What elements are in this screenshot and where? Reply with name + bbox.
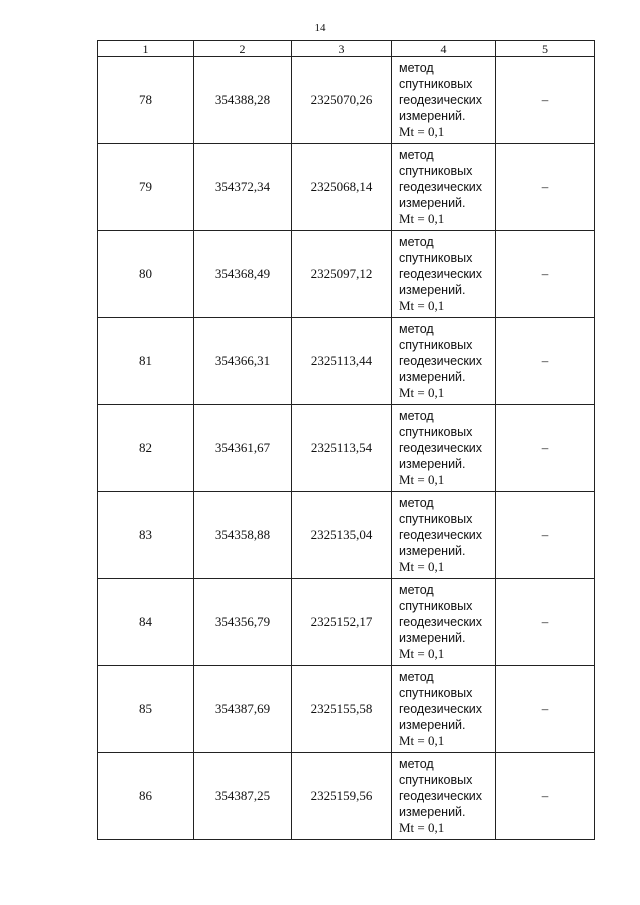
accuracy-value: Mt = 0,1 bbox=[399, 646, 445, 661]
coordinate-y: 2325113,54 bbox=[292, 405, 392, 492]
method-line: измерений. bbox=[399, 631, 466, 645]
header-cell-1: 1 bbox=[98, 41, 194, 57]
column-5-value: – bbox=[496, 492, 595, 579]
method-line: измерений. bbox=[399, 457, 466, 471]
column-5-value: – bbox=[496, 405, 595, 492]
method-line: геодезических bbox=[399, 615, 483, 629]
method-line: геодезических bbox=[399, 789, 483, 803]
coordinate-y: 2325155,58 bbox=[292, 666, 392, 753]
point-number: 79 bbox=[98, 144, 194, 231]
method-line: спутниковых bbox=[399, 773, 473, 787]
method-line: геодезических bbox=[399, 441, 483, 455]
method-line: спутниковых bbox=[399, 512, 473, 526]
method-cell bbox=[392, 753, 496, 840]
coordinate-y: 2325068,14 bbox=[292, 144, 392, 231]
header-cell-5: 5 bbox=[496, 41, 595, 57]
table-row bbox=[98, 57, 595, 144]
point-number: 78 bbox=[98, 57, 194, 144]
method-cell bbox=[392, 405, 496, 492]
method-line: метод bbox=[399, 496, 434, 510]
method-line: измерений. bbox=[399, 109, 466, 123]
method-line: спутниковых bbox=[399, 164, 473, 178]
column-5-value: – bbox=[496, 666, 595, 753]
column-5-value: – bbox=[496, 57, 595, 144]
coordinate-y: 2325070,26 bbox=[292, 57, 392, 144]
coordinate-x: 354358,88 bbox=[194, 492, 292, 579]
method-line: метод bbox=[399, 235, 434, 249]
header-cell-2: 2 bbox=[194, 41, 292, 57]
method-line: спутниковых bbox=[399, 338, 473, 352]
method-line: метод bbox=[399, 61, 434, 75]
method-line: измерений. bbox=[399, 718, 466, 732]
table-row bbox=[98, 666, 595, 753]
coordinate-y: 2325135,04 bbox=[292, 492, 392, 579]
method-line: метод bbox=[399, 583, 434, 597]
coordinate-y: 2325097,12 bbox=[292, 231, 392, 318]
point-number: 85 bbox=[98, 666, 194, 753]
table-row bbox=[98, 492, 595, 579]
accuracy-value: Mt = 0,1 bbox=[399, 559, 445, 574]
method-cell bbox=[392, 666, 496, 753]
accuracy-value: Mt = 0,1 bbox=[399, 472, 445, 487]
method-line: измерений. bbox=[399, 544, 466, 558]
method-cell bbox=[392, 492, 496, 579]
table-body bbox=[98, 57, 595, 840]
method-line: измерений. bbox=[399, 805, 466, 819]
method-cell bbox=[392, 144, 496, 231]
method-line: спутниковых bbox=[399, 77, 473, 91]
header-cell-3: 3 bbox=[292, 41, 392, 57]
page-number: 14 bbox=[314, 22, 326, 34]
coordinate-x: 354387,69 bbox=[194, 666, 292, 753]
method-line: геодезических bbox=[399, 267, 483, 281]
column-5-value: – bbox=[496, 318, 595, 405]
method-line: метод bbox=[399, 409, 434, 423]
method-line: спутниковых bbox=[399, 251, 473, 265]
point-number: 81 bbox=[98, 318, 194, 405]
method-line: измерений. bbox=[399, 196, 466, 210]
method-line: измерений. bbox=[399, 283, 466, 297]
table-row bbox=[98, 753, 595, 840]
table-row bbox=[98, 405, 595, 492]
accuracy-value: Mt = 0,1 bbox=[399, 124, 445, 139]
coordinate-x: 354366,31 bbox=[194, 318, 292, 405]
point-number: 82 bbox=[98, 405, 194, 492]
coordinate-y: 2325159,56 bbox=[292, 753, 392, 840]
method-line: геодезических bbox=[399, 528, 483, 542]
method-line: геодезических bbox=[399, 354, 483, 368]
method-cell bbox=[392, 579, 496, 666]
method-line: спутниковых bbox=[399, 686, 473, 700]
method-line: спутниковых bbox=[399, 599, 473, 613]
point-number: 84 bbox=[98, 579, 194, 666]
accuracy-value: Mt = 0,1 bbox=[399, 733, 445, 748]
method-line: метод bbox=[399, 670, 434, 684]
coordinate-y: 2325113,44 bbox=[292, 318, 392, 405]
method-cell bbox=[392, 318, 496, 405]
method-line: спутниковых bbox=[399, 425, 473, 439]
coordinate-y: 2325152,17 bbox=[292, 579, 392, 666]
column-5-value: – bbox=[496, 231, 595, 318]
coordinate-x: 354372,34 bbox=[194, 144, 292, 231]
method-cell bbox=[392, 57, 496, 144]
table-row bbox=[98, 579, 595, 666]
accuracy-value: Mt = 0,1 bbox=[399, 820, 445, 835]
point-number: 86 bbox=[98, 753, 194, 840]
point-number: 80 bbox=[98, 231, 194, 318]
table-header-row bbox=[98, 41, 595, 57]
accuracy-value: Mt = 0,1 bbox=[399, 385, 445, 400]
point-number: 83 bbox=[98, 492, 194, 579]
method-line: измерений. bbox=[399, 370, 466, 384]
column-5-value: – bbox=[496, 753, 595, 840]
method-line: метод bbox=[399, 322, 434, 336]
method-cell bbox=[392, 231, 496, 318]
accuracy-value: Mt = 0,1 bbox=[399, 298, 445, 313]
coordinates-table bbox=[97, 40, 595, 840]
column-5-value: – bbox=[496, 579, 595, 666]
table-row bbox=[98, 144, 595, 231]
table-row bbox=[98, 231, 595, 318]
column-5-value: – bbox=[496, 144, 595, 231]
accuracy-value: Mt = 0,1 bbox=[399, 211, 445, 226]
coordinate-x: 354356,79 bbox=[194, 579, 292, 666]
method-line: метод bbox=[399, 148, 434, 162]
method-line: геодезических bbox=[399, 702, 483, 716]
coordinate-x: 354361,67 bbox=[194, 405, 292, 492]
coordinate-x: 354387,25 bbox=[194, 753, 292, 840]
coordinate-x: 354388,28 bbox=[194, 57, 292, 144]
coordinate-x: 354368,49 bbox=[194, 231, 292, 318]
method-line: геодезических bbox=[399, 180, 483, 194]
table-row bbox=[98, 318, 595, 405]
method-line: геодезических bbox=[399, 93, 483, 107]
method-line: метод bbox=[399, 757, 434, 771]
header-cell-4: 4 bbox=[392, 41, 496, 57]
